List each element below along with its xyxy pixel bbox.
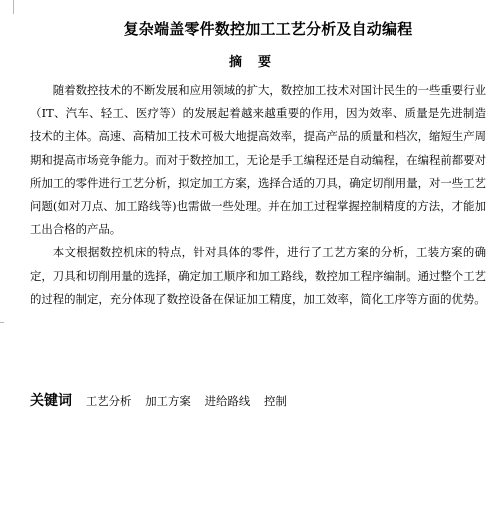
keyword-item: 进给路线: [204, 394, 251, 408]
keyword-item: 加工方案: [145, 394, 191, 408]
crop-mark-left: [0, 322, 4, 323]
keyword-item: 工艺分析: [85, 394, 132, 408]
keyword-item: 控制: [264, 394, 287, 408]
abstract-heading: 摘要: [228, 55, 287, 70]
abstract-body: [30, 79, 486, 311]
document-title: 复杂端盖零件数控加工工艺分析及自动编程: [123, 20, 413, 38]
crop-mark-top: [13, 0, 14, 14]
abstract-paragraph-2: 本文根据数控机床的特点，针对具体的零件，进行了工艺方案的分析，工装方案的确定，刀具和切削用量的选择，确定加工顺序和加工路线，数控加工程序编制。通过整个工艺的过程的制定，充分体现了数控设备在保证加工精度，加工效率，简化工序等方面的优势。: [30, 245, 486, 306]
keywords-line: [30, 390, 297, 410]
keywords-label: 关键词: [30, 393, 72, 409]
abstract-paragraph-1: 随着数控技术的不断发展和应用领域的扩大，数控加工技术对国计民生的一些重要行业（IT、汽车、轻工、医疗等）的发展起着越来越重要的作用，因为效率、质量是先进制造技术的主体。高速、高精加工技术可极大地提高效率，提高产品的质量和档次，缩短生产周期和提高市场竞争能力。而对于数控加工，无论是手工编程还是自动编程，在编程前都要对所加工的零件进行工艺分析，拟定加工方案，选择合适的刀具，确定切削用量，对一些工艺问题(如对刀点、加工路线等)也需做一些处理。并在加工过程掌握控制精度的方法，才能加工出合格的产品。: [30, 83, 486, 237]
